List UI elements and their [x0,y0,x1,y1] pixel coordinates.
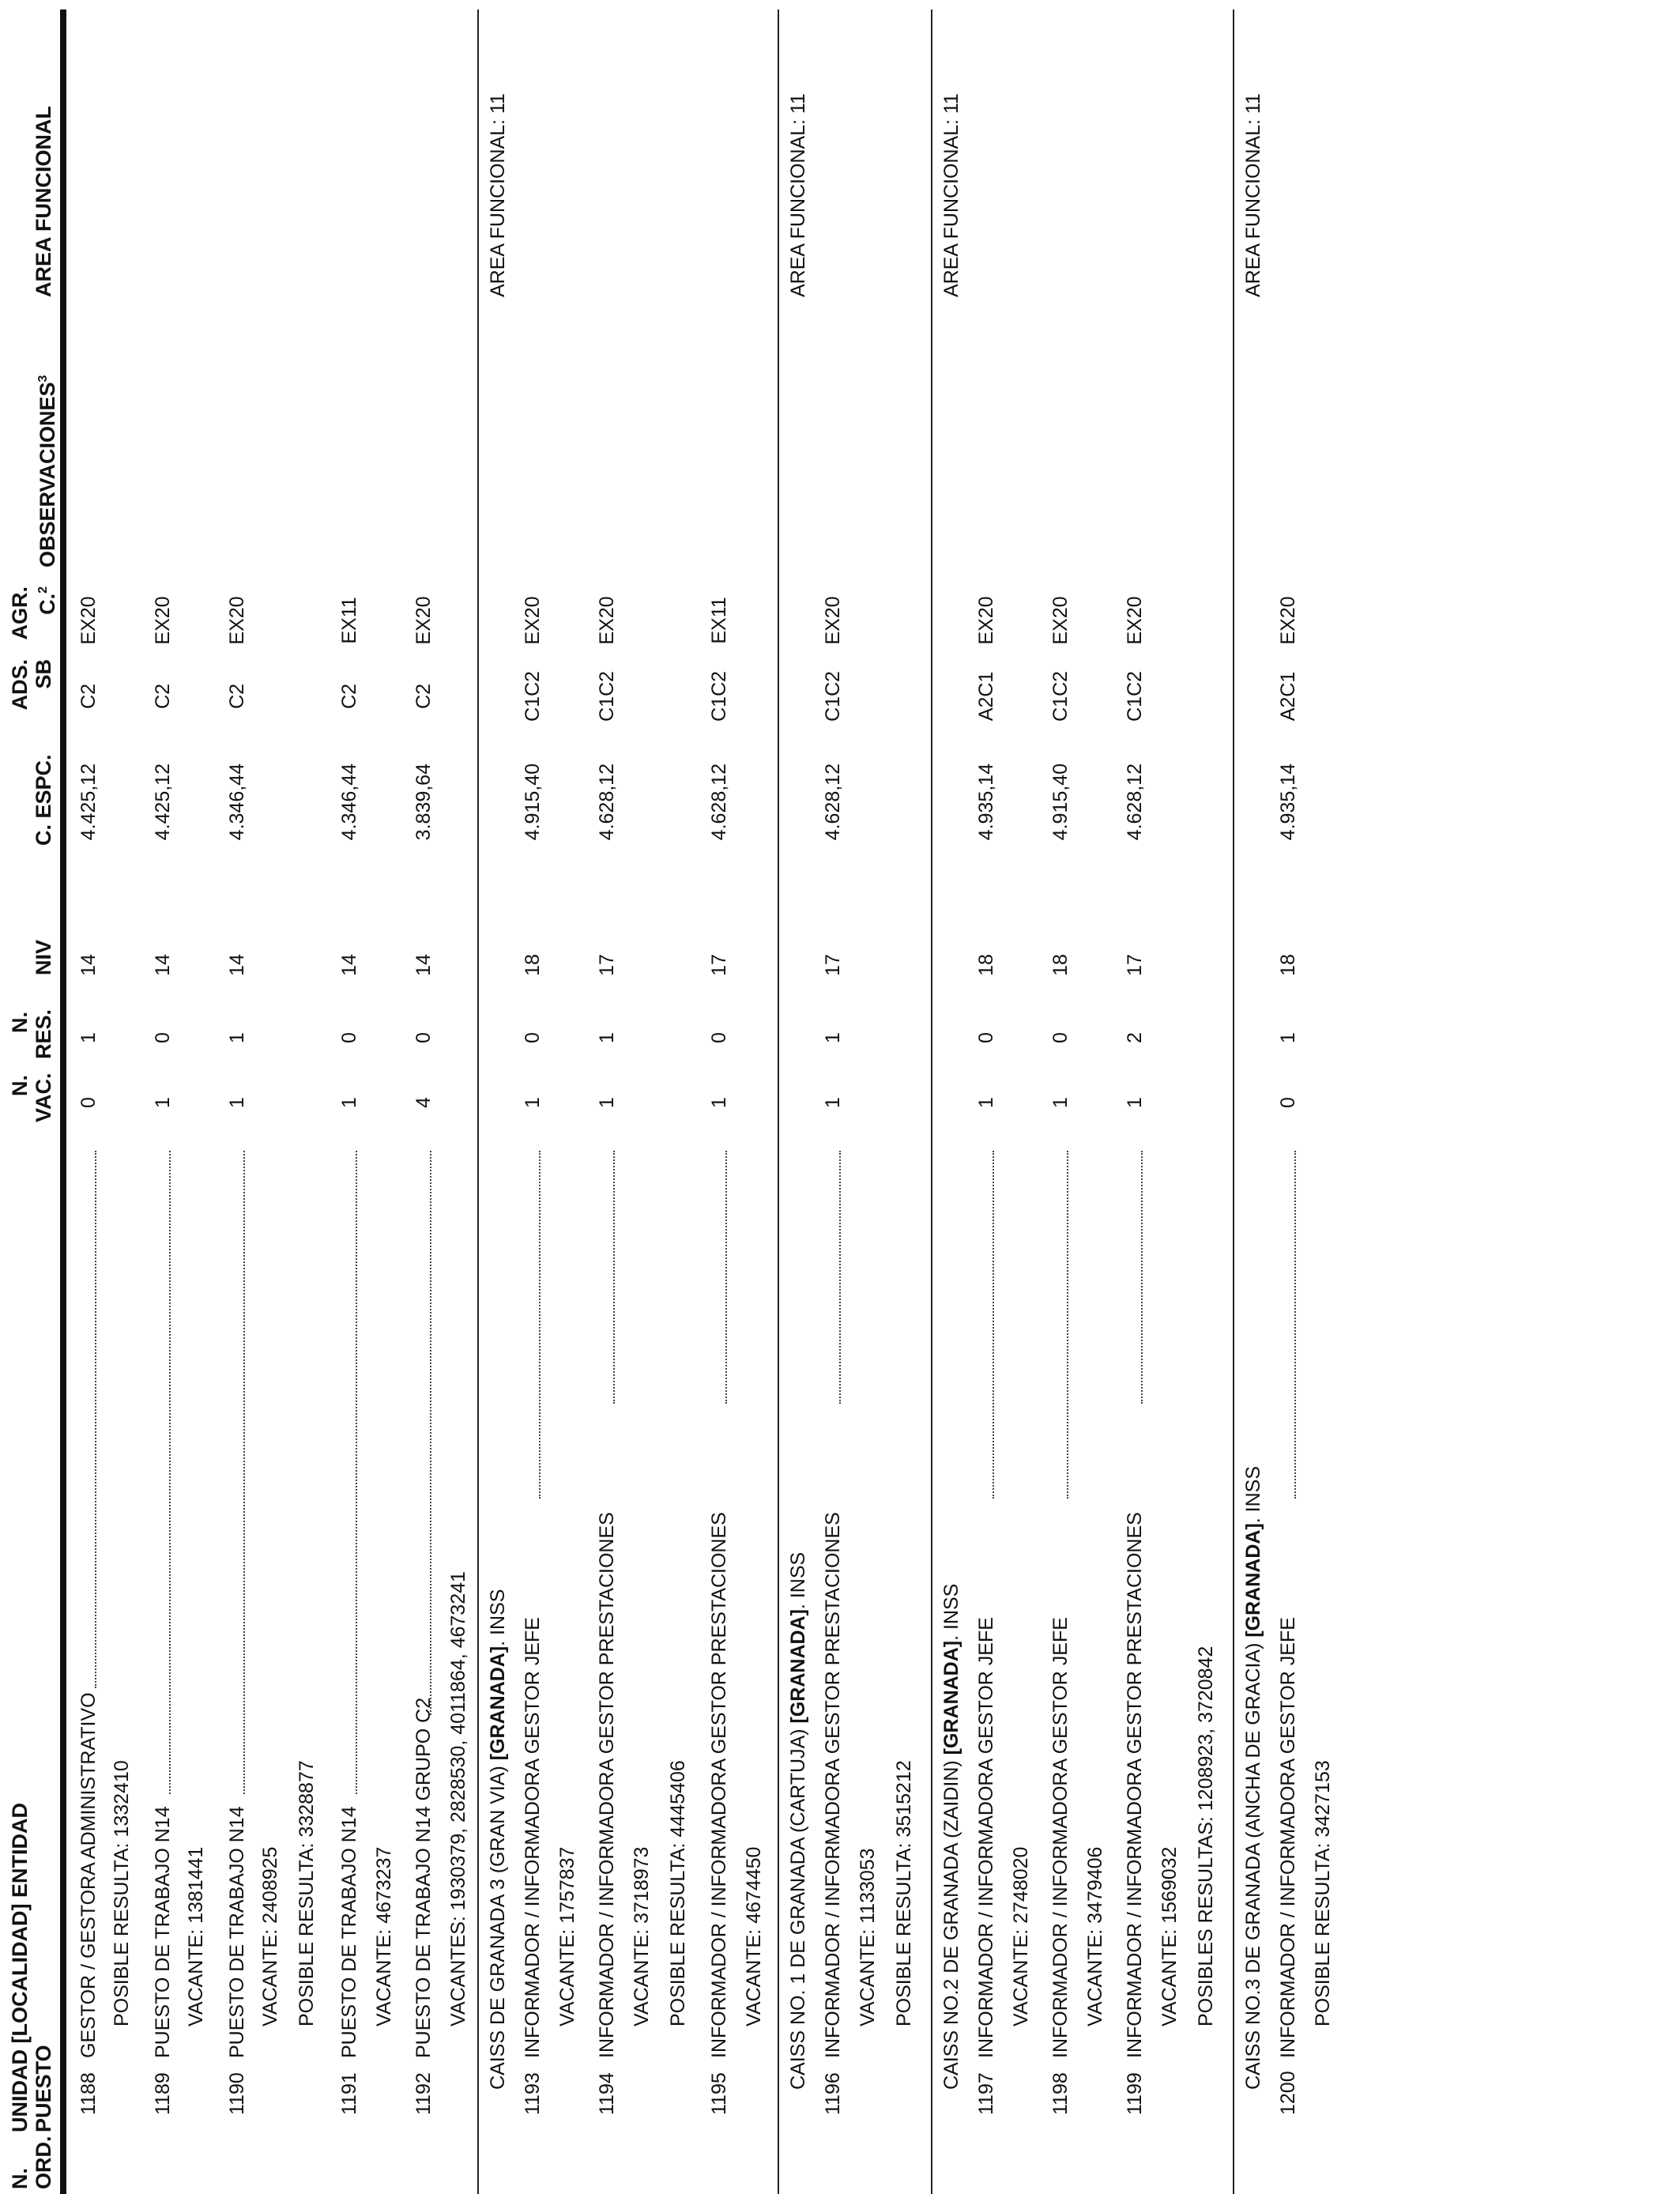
row-niv: 18 [975,954,997,976]
row-note: VACANTE: 4674450 [743,1846,765,2026]
header-observaciones [32,375,59,567]
section-divider [931,9,932,2194]
row-espc: 4.915,40 [1049,763,1072,841]
row-res: 0 [975,1032,997,1043]
row-note: VACANTE: 1757837 [556,1846,578,2026]
header-ads-line1: ADS. [8,659,32,711]
header-n-ord-line1: N. [8,2168,32,2189]
section-unit-title: CAISS DE GRANADA 3 (GRAN VIA) [GRANADA]. INSS [487,1589,509,2090]
row-ord: 1194 [596,2072,618,2115]
row-ord: 1195 [708,2072,730,2115]
header-niv: NIV [32,939,55,975]
row-note: POSIBLE RESULTA: 3515212 [893,1760,915,2026]
row-agr: EX11 [708,597,730,644]
row-ads: C1C2 [596,671,618,722]
section-area-funcional: AREA FUNCIONAL: 11 [940,93,962,297]
row-vac: 1 [1049,1097,1072,1108]
row-leader [1141,1151,1143,1404]
row-vac: 1 [522,1097,544,1108]
row-note: VACANTE: 1133053 [857,1848,879,2026]
row-1189-niv: 14 [152,954,174,976]
header-n-res [8,1008,55,1059]
row-1189-ads: C2 [152,684,174,709]
header-observaciones-footnote: 3 [36,375,50,383]
row-note: VACANTE: 2748020 [1010,1846,1032,2026]
row-note: POSIBLE RESULTA: 4445406 [667,1760,689,2026]
row-1188-vac: 0 [77,1097,100,1108]
row-1192-puesto: PUESTO DE TRABAJO N14 GRUPO C2 [412,1697,435,2058]
row-1188-res: 1 [77,1032,100,1043]
row-puesto: INFORMADOR / INFORMADORA GESTOR PRESTACIONES [596,1512,618,2058]
header-n-ord-line2: ORD. [32,2136,55,2189]
row-niv: 18 [1277,954,1299,976]
section-divider [778,9,779,2194]
row-ads: C1C2 [708,671,730,722]
row-ord: 1196 [822,2072,844,2115]
row-1189-espc: 4.425,12 [152,763,174,841]
row-espc: 4.935,14 [1277,763,1299,841]
row-vac: 1 [975,1097,997,1108]
row-ads: C1C2 [522,671,544,722]
row-vac: 0 [1277,1097,1299,1108]
row-1191-ads: C2 [338,684,360,709]
row-niv: 18 [522,954,544,976]
row-leader [839,1151,841,1404]
row-1192-ads: C2 [412,684,435,709]
header-unidad-line2: PUESTO [32,2045,55,2132]
header-observaciones-label: OBSERVACIONES [36,382,59,567]
row-leader [539,1151,541,1498]
row-res: 0 [708,1032,730,1043]
row-agr: EX20 [1049,596,1072,645]
row-res: 0 [1049,1032,1072,1043]
header-n-vac-line2: VAC. [32,1072,55,1122]
row-espc: 4.628,12 [1124,763,1146,841]
row-leader [993,1151,994,1498]
row-note: POSIBLES RESULTAS: 1208923, 3720842 [1195,1646,1217,2026]
row-1191-ord: 1191 [338,2072,360,2115]
header-c-espc: C. ESPC. [32,754,55,846]
row-vac: 1 [596,1097,618,1108]
row-1191-espc: 4.346,44 [338,763,360,841]
row-ads: A2C1 [975,671,997,722]
row-1190-vac: 1 [226,1097,248,1108]
section-unit-title: CAISS NO. 1 DE GRANADA (CARTUJA) [GRANADA]. INSS [787,1551,809,2090]
row-leader [1067,1151,1068,1498]
row-puesto: INFORMADOR / INFORMADORA GESTOR JEFE [975,1617,997,2058]
header-agr-footnote: 2 [36,586,50,594]
row-1190-note-resulta: POSIBLE RESULTA: 3328877 [296,1760,318,2026]
header-agr-line1: AGR. [8,586,32,640]
unit-location: [GRANADA] [1242,1523,1264,1638]
row-1192-agr: EX20 [412,596,435,645]
row-1190-niv: 14 [226,954,248,976]
row-res: 1 [596,1032,618,1043]
header-n-ord [8,2136,55,2190]
row-leader [1294,1151,1296,1498]
row-1188-espc: 4.425,12 [77,763,100,841]
row-ads: C1C2 [1049,671,1072,722]
row-1192-ord: 1192 [412,2072,435,2115]
row-espc: 4.628,12 [596,763,618,841]
row-1189-note: VACANTE: 1381441 [185,1846,207,2026]
row-leader [725,1151,727,1404]
row-ads: A2C1 [1277,671,1299,722]
row-note: VACANTE: 1569032 [1158,1846,1181,2026]
row-1191-puesto: PUESTO DE TRABAJO N14 [338,1806,360,2058]
row-ord: 1200 [1277,2071,1299,2115]
row-agr: EX20 [975,596,997,645]
row-agr: EX20 [1124,596,1146,645]
row-ads: C1C2 [822,671,844,722]
row-puesto: INFORMADOR / INFORMADORA GESTOR PRESTACIONES [708,1512,730,2058]
section-area-funcional: AREA FUNCIONAL: 11 [787,93,809,297]
row-1189-puesto: PUESTO DE TRABAJO N14 [152,1806,174,2058]
section-unit-title: CAISS NO.2 DE GRANADA (ZAIDIN) [GRANADA]. INSS [940,1583,962,2090]
row-vac: 1 [1124,1097,1146,1108]
row-agr: EX20 [822,596,844,645]
unit-location: [GRANADA] [940,1640,962,1755]
row-note: VACANTE: 3479406 [1084,1846,1106,2026]
row-puesto: INFORMADOR / INFORMADORA GESTOR PRESTACIONES [822,1512,844,2058]
section-unit-title: CAISS NO.3 DE GRANADA (ANCHA DE GRACIA) [GRANADA]. INSS [1242,1465,1264,2090]
row-ord: 1197 [975,2072,997,2115]
row-espc: 4.628,12 [708,763,730,841]
header-ads-line2: SB [32,659,55,689]
header-unidad [8,1803,55,2132]
row-ord: 1193 [522,2072,544,2115]
row-niv: 17 [822,954,844,976]
section-divider [477,9,479,2194]
row-1191-agr: EX11 [338,597,360,644]
section-divider [1233,9,1234,2194]
header-n-vac [8,1072,55,1122]
row-1188-puesto: GESTOR / GESTORA ADMINISTRATIVO [77,1692,100,2058]
row-ord: 1199 [1124,2072,1146,2115]
row-res: 2 [1124,1032,1146,1043]
row-1192-niv: 14 [412,954,435,976]
row-1192-vac: 4 [412,1097,435,1108]
row-1190-ads: C2 [226,684,248,709]
row-note: VACANTE: 3718973 [631,1846,653,2026]
row-1190-leader [243,1151,245,1794]
row-1190-agr: EX20 [226,596,248,645]
row-niv: 17 [708,954,730,976]
row-agr: EX20 [522,596,544,645]
row-res: 1 [822,1032,844,1043]
row-1188-agr: EX20 [77,596,100,645]
row-1191-niv: 14 [338,954,360,976]
row-1188-leader [95,1151,96,1688]
row-1192-res: 0 [412,1032,435,1043]
row-1192-note: VACANTES: 1930379, 2828530, 4011864, 4673241 [447,1571,469,2026]
header-n-vac-line1: N. [8,1075,32,1096]
row-puesto: INFORMADOR / INFORMADORA GESTOR JEFE [1277,1617,1299,2058]
row-agr: EX20 [1277,596,1299,645]
row-1190-res: 1 [226,1032,248,1043]
row-niv: 18 [1049,954,1072,976]
row-1188-ord: 1188 [77,2072,100,2115]
row-note: POSIBLE RESULTA: 3427153 [1312,1760,1334,2026]
section-area-funcional: AREA FUNCIONAL: 11 [1242,93,1264,297]
row-niv: 17 [596,954,618,976]
header-n-res-line2: RES. [32,1008,55,1059]
header-agr-c [8,586,59,640]
row-res: 0 [522,1032,544,1043]
row-1191-vac: 1 [338,1097,360,1108]
header-unidad-line1: UNIDAD [LOCALIDAD] ENTIDAD [8,1803,32,2132]
row-1189-leader [169,1151,171,1794]
row-1189-res: 0 [152,1032,174,1043]
row-1189-ord: 1189 [152,2072,174,2115]
unit-location: [GRANADA] [787,1609,809,1724]
header-ads-sb [8,659,55,713]
row-res: 1 [1277,1032,1299,1043]
header-n-res-line1: N. [8,1012,32,1033]
row-1190-puesto: PUESTO DE TRABAJO N14 [226,1806,248,2058]
row-agr: EX20 [596,596,618,645]
row-puesto: INFORMADOR / INFORMADORA GESTOR PRESTACIONES [1124,1512,1146,2058]
header-rule [60,9,66,2194]
row-niv: 17 [1124,954,1146,976]
row-1190-espc: 4.346,44 [226,763,248,841]
row-1189-agr: EX20 [152,596,174,645]
row-1188-niv: 14 [77,954,100,976]
row-vac: 1 [708,1097,730,1108]
row-vac: 1 [822,1097,844,1108]
row-1192-espc: 3.839,64 [412,763,435,841]
row-1192-leader [430,1151,431,1715]
row-puesto: INFORMADOR / INFORMADORA GESTOR JEFE [522,1617,544,2058]
row-1190-ord: 1190 [226,2072,248,2115]
row-espc: 4.935,14 [975,763,997,841]
row-1191-note: VACANTE: 4673237 [373,1846,395,2026]
row-leader [613,1151,615,1404]
row-espc: 4.628,12 [822,763,844,841]
row-puesto: INFORMADOR / INFORMADORA GESTOR JEFE [1049,1617,1072,2058]
row-1191-leader [356,1151,357,1794]
header-agr-line2: C. [36,593,59,615]
row-espc: 4.915,40 [522,763,544,841]
row-1188-note: POSIBLE RESULTA: 1332410 [111,1760,133,2026]
header-area-funcional: AREA FUNCIONAL [32,106,55,297]
row-ads: C1C2 [1124,671,1146,722]
row-1189-vac: 1 [152,1097,174,1108]
unit-location: [GRANADA] [487,1646,509,1761]
row-ord: 1198 [1049,2072,1072,2115]
row-1191-res: 0 [338,1032,360,1043]
row-1188-ads: C2 [77,684,100,709]
section-area-funcional: AREA FUNCIONAL: 11 [487,93,509,297]
row-1190-note-vacante: VACANTE: 2408925 [259,1846,281,2026]
